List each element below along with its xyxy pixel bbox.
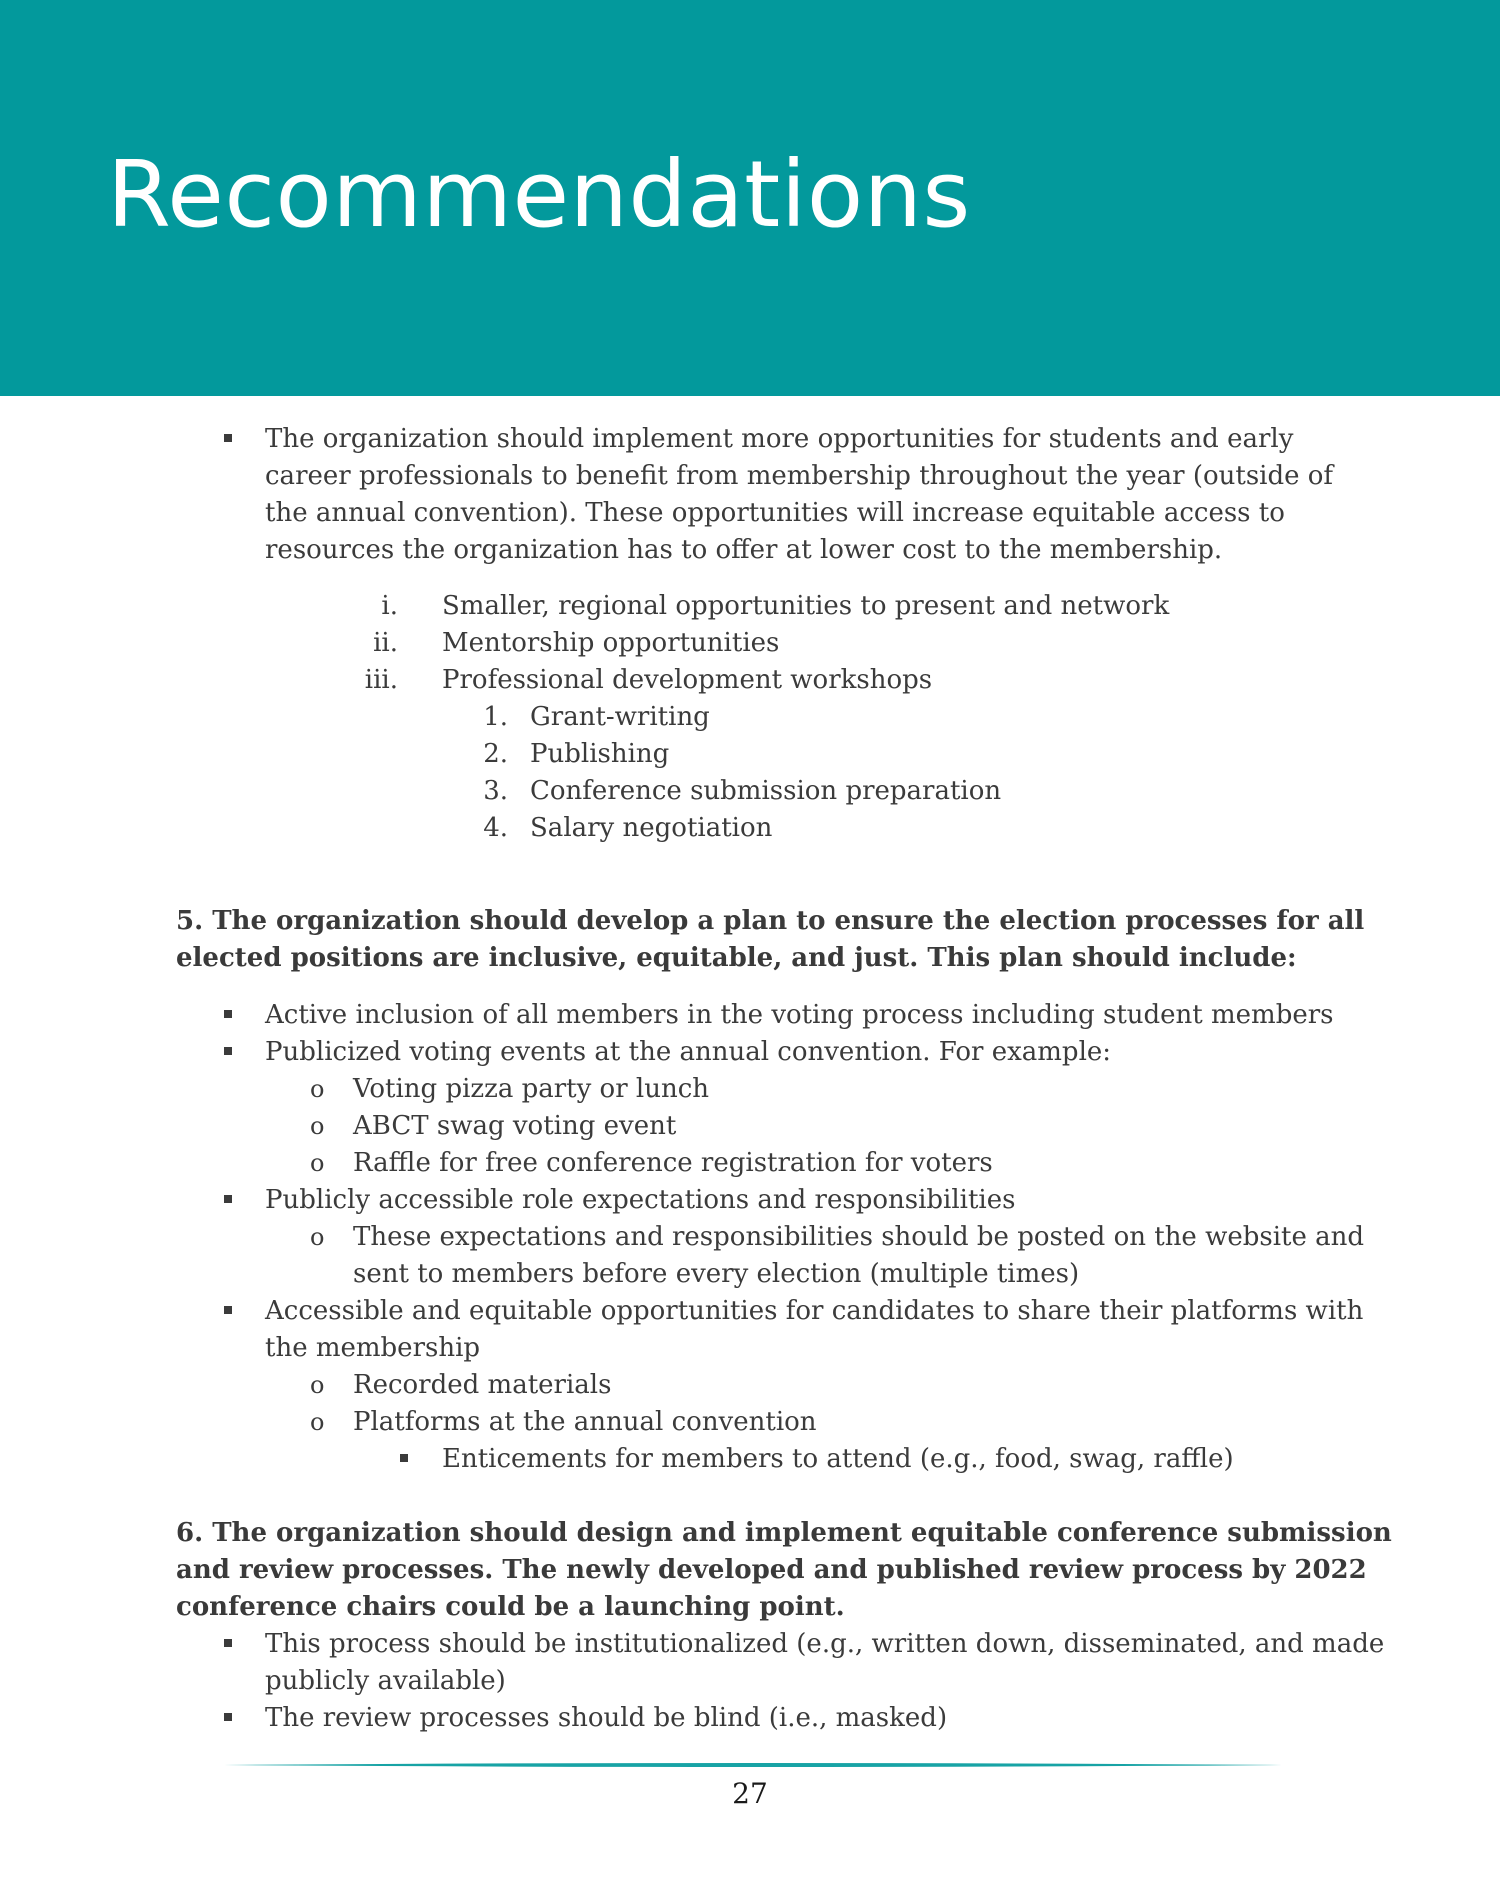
bullet-square-icon bbox=[224, 1047, 232, 1055]
circle-bullet-icon: o bbox=[310, 1223, 325, 1251]
list-marker: iii. bbox=[364, 665, 398, 695]
list-item: Conference submission preparation bbox=[530, 776, 1002, 806]
list-item: Voting pizza party or lunch bbox=[353, 1074, 710, 1104]
list-marker: 4. bbox=[483, 813, 508, 843]
list-item: Publicized voting events at the annual convention. For example: bbox=[265, 1037, 1112, 1067]
list-item: Publicly accessible role expectations and responsibilities bbox=[265, 1185, 1016, 1215]
header-banner bbox=[0, 0, 1500, 396]
footer-rule bbox=[224, 1761, 1282, 1769]
list-item: Salary negotiation bbox=[530, 813, 773, 843]
section-heading: and review processes. The newly developed and published review process by 2022 bbox=[176, 1555, 1367, 1585]
list-item: publicly available) bbox=[265, 1666, 506, 1696]
list-item: Grant-writing bbox=[530, 702, 710, 732]
paragraph-line: the annual convention). These opportunities will increase equitable access to bbox=[265, 498, 1285, 528]
circle-bullet-icon: o bbox=[310, 1149, 325, 1177]
list-item: Publishing bbox=[530, 739, 670, 769]
paragraph-line: resources the organization has to offer at lower cost to the membership. bbox=[265, 535, 1223, 565]
paragraph-line: career professionals to benefit from membership throughout the year (outside of bbox=[265, 461, 1334, 491]
list-item: sent to members before every election (multiple times) bbox=[353, 1259, 1080, 1289]
bullet-square-icon bbox=[224, 1639, 232, 1647]
section-heading: 5. The organization should develop a plan to ensure the election processes for all bbox=[176, 906, 1365, 936]
circle-bullet-icon: o bbox=[310, 1371, 325, 1399]
list-marker: 2. bbox=[483, 739, 508, 769]
list-marker: ii. bbox=[373, 628, 398, 658]
list-item: Platforms at the annual convention bbox=[353, 1407, 817, 1437]
list-item: This process should be institutionalized (e.g., written down, disseminated, and made bbox=[265, 1629, 1385, 1659]
list-item: Accessible and equitable opportunities for candidates to share their platforms with bbox=[265, 1296, 1364, 1326]
list-item: These expectations and responsibilities should be posted on the website and bbox=[353, 1222, 1365, 1252]
page-title: Recommendations bbox=[107, 141, 971, 248]
list-item: ABCT swag voting event bbox=[353, 1111, 677, 1141]
section-heading: elected positions are inclusive, equitable, and just. This plan should include: bbox=[176, 943, 1297, 973]
list-item: the membership bbox=[265, 1333, 481, 1363]
circle-bullet-icon: o bbox=[310, 1075, 325, 1103]
list-item: The review processes should be blind (i.e., masked) bbox=[265, 1703, 948, 1733]
bullet-square-icon bbox=[224, 1306, 232, 1314]
circle-bullet-icon: o bbox=[310, 1408, 325, 1436]
list-item: Mentorship opportunities bbox=[442, 628, 780, 658]
list-item: Raffle for free conference registration for voters bbox=[353, 1148, 993, 1178]
list-item: Smaller, regional opportunities to present and network bbox=[442, 591, 1170, 621]
paragraph-line: The organization should implement more opportunities for students and early bbox=[265, 424, 1294, 454]
page-number: 27 bbox=[732, 1777, 768, 1810]
list-marker: 1. bbox=[483, 702, 508, 732]
bullet-square-icon bbox=[224, 1195, 232, 1203]
list-item: Enticements for members to attend (e.g., food, swag, raffle) bbox=[442, 1444, 1234, 1474]
section-heading: 6. The organization should design and implement equitable conference submission bbox=[176, 1518, 1392, 1548]
list-item: Recorded materials bbox=[353, 1370, 612, 1400]
bullet-square-icon bbox=[224, 1010, 232, 1018]
bullet-square-icon bbox=[400, 1454, 408, 1462]
list-item: Professional development workshops bbox=[442, 665, 933, 695]
circle-bullet-icon: o bbox=[310, 1112, 325, 1140]
list-marker: 3. bbox=[483, 776, 508, 806]
list-item: Active inclusion of all members in the voting process including student members bbox=[265, 1000, 1334, 1030]
section-heading: conference chairs could be a launching point. bbox=[176, 1592, 845, 1622]
bullet-square-icon bbox=[224, 434, 232, 442]
list-marker: i. bbox=[381, 591, 398, 621]
bullet-square-icon bbox=[224, 1713, 232, 1721]
